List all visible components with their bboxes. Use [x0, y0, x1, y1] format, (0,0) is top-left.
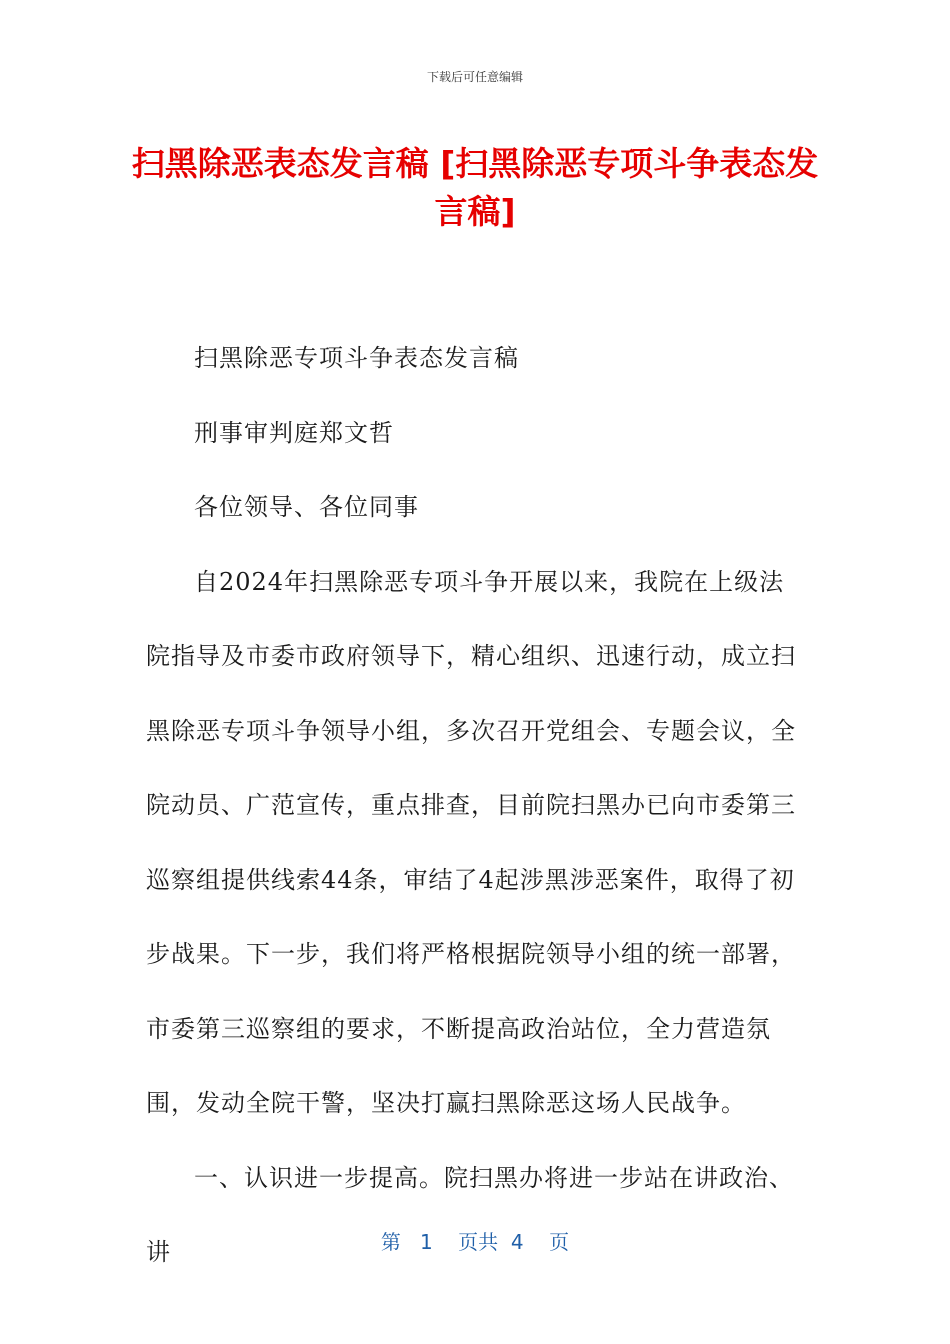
- footer-page-word: 第: [380, 1230, 401, 1254]
- footer-total-pages: 4: [510, 1230, 524, 1254]
- paragraph-section-one: 一、认识进一步提高。院扫黑办将进一步站在讲政治、讲: [146, 1163, 794, 1266]
- paragraph-intro: 自2024年扫黑除恶专项斗争开展以来，我院在上级法院指导及市委市政府领导下，精心组织、迅速行动，成立扫黑除恶专项斗争领导小组，多次召开党组会、专题会议，全院动员、广范宣传，重点排查，目前院扫黑办已向市委第三巡察组提供线索44条，审结了4起涉黑涉恶案件，取得了初步战果。下一步，我们将严格根据院领导小组的统一部署，市委第三巡察组的要求，不断提高政治站位，全力营造氛围，发动全院干警，坚决打赢扫黑除恶这场人民战争。: [146, 567, 796, 1117]
- document-title: 扫黑除恶表态发言稿 [扫黑除恶专项斗争表态发言稿]: [131, 144, 819, 231]
- footer-page-suffix: 页: [549, 1230, 570, 1254]
- footer-current-page: 1: [420, 1230, 433, 1254]
- header-note: 下载后可任意编辑: [426, 70, 523, 84]
- paragraph-author: 刑事审判庭郑文哲: [194, 418, 394, 447]
- document-body: [146, 321, 806, 1290]
- paragraph-salutation: 各位领导、各位同事: [194, 493, 419, 521]
- page-footer: [0, 1226, 950, 1255]
- footer-of-word: 页共: [458, 1230, 499, 1254]
- paragraph-subtitle: 扫黑除恶专项斗争表态发言稿: [194, 344, 519, 372]
